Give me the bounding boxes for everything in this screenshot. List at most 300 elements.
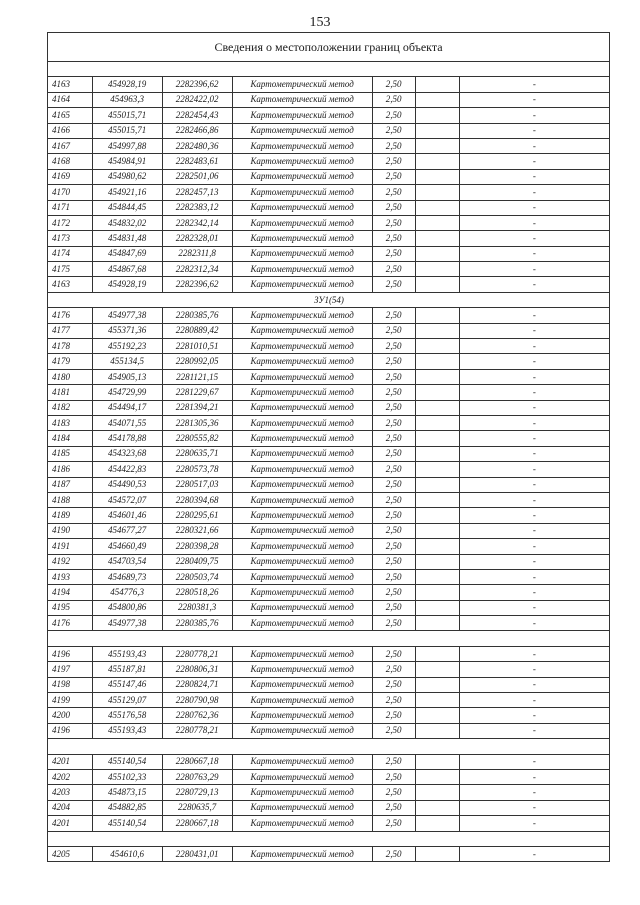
description-cell: -: [459, 200, 609, 215]
coordinate-x-cell: 455140,54: [92, 754, 162, 769]
accuracy-cell: 2,50: [372, 646, 415, 661]
point-number-cell: 4175: [48, 262, 92, 277]
point-number-cell: 4190: [48, 523, 92, 538]
coordinate-y-cell: 2280381,3: [162, 600, 232, 615]
coordinate-x-cell: 455371,36: [92, 323, 162, 338]
coordinate-x-cell: 455193,43: [92, 723, 162, 738]
coordinate-x-cell: 454601,46: [92, 508, 162, 523]
extra-cell: [415, 138, 459, 153]
coordinate-y-cell: 2280555,82: [162, 431, 232, 446]
coordinate-x-cell: 454776,3: [92, 585, 162, 600]
table-row: [48, 492, 609, 507]
method-cell: Картометрический метод: [232, 785, 372, 800]
point-number-cell: 4183: [48, 415, 92, 430]
point-number-cell: 4182: [48, 400, 92, 415]
method-cell: Картометрический метод: [232, 323, 372, 338]
point-number-cell: 4163: [48, 77, 92, 92]
coordinate-x-cell: 454977,38: [92, 616, 162, 631]
accuracy-cell: 2,50: [372, 662, 415, 677]
coordinate-x-cell: 454323,68: [92, 446, 162, 461]
method-cell: Картометрический метод: [232, 723, 372, 738]
accuracy-cell: 2,50: [372, 785, 415, 800]
coordinate-x-cell: 454905,13: [92, 369, 162, 384]
accuracy-cell: 2,50: [372, 123, 415, 138]
coordinate-y-cell: 2280667,18: [162, 754, 232, 769]
coordinate-y-cell: 2280518,26: [162, 585, 232, 600]
coordinate-y-cell: 2280806,31: [162, 662, 232, 677]
description-cell: -: [459, 523, 609, 538]
extra-cell: [415, 385, 459, 400]
coordinate-x-cell: 454928,19: [92, 77, 162, 92]
table-row: [48, 462, 609, 477]
coordinate-x-cell: 454847,69: [92, 246, 162, 261]
coordinate-y-cell: 2281394,21: [162, 400, 232, 415]
table-row: [48, 415, 609, 430]
coordinates-sheet: [47, 32, 610, 862]
coordinate-x-cell: 454963,3: [92, 92, 162, 107]
coordinate-x-cell: 454610,6: [92, 846, 162, 861]
coordinate-y-cell: 2280763,29: [162, 769, 232, 784]
method-cell: Картометрический метод: [232, 708, 372, 723]
extra-cell: [415, 400, 459, 415]
table-row: [48, 446, 609, 461]
coordinate-y-cell: 2280635,71: [162, 446, 232, 461]
coordinate-x-cell: 454422,83: [92, 462, 162, 477]
point-number-cell: 4203: [48, 785, 92, 800]
extra-cell: [415, 677, 459, 692]
table-row: [48, 693, 609, 708]
table-row: [48, 769, 609, 784]
point-number-cell: 4177: [48, 323, 92, 338]
coordinate-x-cell: 455102,33: [92, 769, 162, 784]
method-cell: Картометрический метод: [232, 616, 372, 631]
coordinate-x-cell: 454677,27: [92, 523, 162, 538]
extra-cell: [415, 477, 459, 492]
coordinate-y-cell: 2282328,01: [162, 231, 232, 246]
coordinate-x-cell: 454689,73: [92, 569, 162, 584]
point-number-cell: 4181: [48, 385, 92, 400]
accuracy-cell: 2,50: [372, 477, 415, 492]
point-number-cell: 4167: [48, 138, 92, 153]
coordinate-x-cell: 454882,85: [92, 800, 162, 815]
description-cell: -: [459, 415, 609, 430]
extra-cell: [415, 539, 459, 554]
method-cell: Картометрический метод: [232, 92, 372, 107]
section-header-row: [48, 292, 609, 307]
method-cell: Картометрический метод: [232, 539, 372, 554]
method-cell: Картометрический метод: [232, 415, 372, 430]
coordinate-x-cell: 454703,54: [92, 554, 162, 569]
point-number-cell: 4180: [48, 369, 92, 384]
description-cell: -: [459, 169, 609, 184]
accuracy-cell: 2,50: [372, 138, 415, 153]
accuracy-cell: 2,50: [372, 415, 415, 430]
extra-cell: [415, 600, 459, 615]
method-cell: Картометрический метод: [232, 677, 372, 692]
point-number-cell: 4188: [48, 492, 92, 507]
coordinate-y-cell: 2280824,71: [162, 677, 232, 692]
coordinate-x-cell: 455015,71: [92, 123, 162, 138]
point-number-cell: 4191: [48, 539, 92, 554]
point-number-cell: 4187: [48, 477, 92, 492]
page-number: 153: [309, 15, 331, 30]
coordinate-x-cell: 454984,91: [92, 154, 162, 169]
point-number-cell: 4199: [48, 693, 92, 708]
method-cell: Картометрический метод: [232, 508, 372, 523]
point-number-cell: 4176: [48, 616, 92, 631]
table-row: [48, 508, 609, 523]
coordinate-y-cell: 2280409,75: [162, 554, 232, 569]
table-row: [48, 477, 609, 492]
description-cell: -: [459, 708, 609, 723]
spacer-row: [48, 631, 609, 646]
accuracy-cell: 2,50: [372, 816, 415, 831]
accuracy-cell: 2,50: [372, 308, 415, 323]
extra-cell: [415, 723, 459, 738]
point-number-cell: 4169: [48, 169, 92, 184]
point-number-cell: 4170: [48, 185, 92, 200]
extra-cell: [415, 123, 459, 138]
table-row: [48, 846, 609, 861]
description-cell: -: [459, 339, 609, 354]
point-number-cell: 4196: [48, 723, 92, 738]
accuracy-cell: 2,50: [372, 800, 415, 815]
description-cell: -: [459, 77, 609, 92]
coordinate-x-cell: 454800,86: [92, 600, 162, 615]
coordinate-y-cell: 2280385,76: [162, 616, 232, 631]
method-cell: Картометрический метод: [232, 800, 372, 815]
table-row: [48, 215, 609, 230]
method-cell: Картометрический метод: [232, 462, 372, 477]
extra-cell: [415, 154, 459, 169]
coordinate-x-cell: 455129,07: [92, 693, 162, 708]
accuracy-cell: 2,50: [372, 523, 415, 538]
point-number-cell: 4164: [48, 92, 92, 107]
table-row: [48, 323, 609, 338]
table-row: [48, 431, 609, 446]
coordinate-x-cell: 454873,15: [92, 785, 162, 800]
extra-cell: [415, 492, 459, 507]
method-cell: Картометрический метод: [232, 154, 372, 169]
table-row: [48, 246, 609, 261]
description-cell: -: [459, 723, 609, 738]
coordinate-y-cell: 2280992,05: [162, 354, 232, 369]
coordinate-x-cell: 454490,53: [92, 477, 162, 492]
table-title: Сведения о местоположении границ объекта: [48, 33, 609, 62]
table-row: [48, 554, 609, 569]
description-cell: -: [459, 123, 609, 138]
description-cell: -: [459, 369, 609, 384]
method-cell: Картометрический метод: [232, 231, 372, 246]
coordinate-x-cell: 455176,58: [92, 708, 162, 723]
spacer-cell: [48, 831, 609, 846]
extra-cell: [415, 277, 459, 292]
method-cell: Картометрический метод: [232, 123, 372, 138]
coordinate-x-cell: 455140,54: [92, 816, 162, 831]
extra-cell: [415, 200, 459, 215]
method-cell: Картометрический метод: [232, 523, 372, 538]
spacer-row: [48, 62, 609, 77]
point-number-cell: 4192: [48, 554, 92, 569]
description-cell: -: [459, 431, 609, 446]
method-cell: Картометрический метод: [232, 554, 372, 569]
method-cell: Картометрический метод: [232, 769, 372, 784]
description-cell: -: [459, 585, 609, 600]
section-label: ЗУ1(54): [48, 292, 609, 307]
coordinate-y-cell: 2280729,13: [162, 785, 232, 800]
point-number-cell: 4201: [48, 754, 92, 769]
coordinate-x-cell: 454494,17: [92, 400, 162, 415]
spacer-row: [48, 831, 609, 846]
description-cell: -: [459, 569, 609, 584]
extra-cell: [415, 662, 459, 677]
description-cell: -: [459, 616, 609, 631]
coordinate-x-cell: 454921,16: [92, 185, 162, 200]
table-row: [48, 754, 609, 769]
extra-cell: [415, 569, 459, 584]
description-cell: -: [459, 446, 609, 461]
coordinate-y-cell: 2280667,18: [162, 816, 232, 831]
point-number-cell: 4205: [48, 846, 92, 861]
method-cell: Картометрический метод: [232, 108, 372, 123]
extra-cell: [415, 323, 459, 338]
description-cell: -: [459, 277, 609, 292]
coordinate-y-cell: 2282466,86: [162, 123, 232, 138]
description-cell: -: [459, 323, 609, 338]
accuracy-cell: 2,50: [372, 569, 415, 584]
description-cell: -: [459, 308, 609, 323]
extra-cell: [415, 108, 459, 123]
extra-cell: [415, 816, 459, 831]
accuracy-cell: 2,50: [372, 277, 415, 292]
table-row: [48, 77, 609, 92]
coordinate-y-cell: 2282396,62: [162, 277, 232, 292]
accuracy-cell: 2,50: [372, 246, 415, 261]
coordinate-y-cell: 2280635,7: [162, 800, 232, 815]
method-cell: Картометрический метод: [232, 369, 372, 384]
extra-cell: [415, 554, 459, 569]
extra-cell: [415, 785, 459, 800]
point-number-cell: 4197: [48, 662, 92, 677]
coordinate-y-cell: 2281305,36: [162, 415, 232, 430]
extra-cell: [415, 585, 459, 600]
coordinate-x-cell: 454997,88: [92, 138, 162, 153]
point-number-cell: 4201: [48, 816, 92, 831]
coordinate-x-cell: 454729,99: [92, 385, 162, 400]
accuracy-cell: 2,50: [372, 693, 415, 708]
coordinate-x-cell: 455193,43: [92, 646, 162, 661]
accuracy-cell: 2,50: [372, 323, 415, 338]
table-row: [48, 677, 609, 692]
table-row: [48, 816, 609, 831]
point-number-cell: 4202: [48, 769, 92, 784]
description-cell: -: [459, 477, 609, 492]
coordinate-x-cell: 454832,02: [92, 215, 162, 230]
point-number-cell: 4186: [48, 462, 92, 477]
coordinate-x-cell: 454867,68: [92, 262, 162, 277]
extra-cell: [415, 616, 459, 631]
table-row: [48, 600, 609, 615]
extra-cell: [415, 462, 459, 477]
description-cell: -: [459, 92, 609, 107]
extra-cell: [415, 369, 459, 384]
table-row: [48, 262, 609, 277]
method-cell: Картометрический метод: [232, 600, 372, 615]
method-cell: Картометрический метод: [232, 693, 372, 708]
table-row: [48, 277, 609, 292]
table-row: [48, 123, 609, 138]
point-number-cell: 4189: [48, 508, 92, 523]
extra-cell: [415, 185, 459, 200]
extra-cell: [415, 446, 459, 461]
description-cell: -: [459, 646, 609, 661]
accuracy-cell: 2,50: [372, 754, 415, 769]
spacer-row: [48, 739, 609, 754]
method-cell: Картометрический метод: [232, 477, 372, 492]
coordinate-y-cell: 2282454,43: [162, 108, 232, 123]
coordinates-table-body: [48, 62, 609, 862]
table-row: [48, 138, 609, 153]
description-cell: -: [459, 492, 609, 507]
spacer-cell: [48, 631, 609, 646]
description-cell: -: [459, 185, 609, 200]
description-cell: -: [459, 262, 609, 277]
coordinate-y-cell: 2280517,03: [162, 477, 232, 492]
table-row: [48, 169, 609, 184]
extra-cell: [415, 77, 459, 92]
method-cell: Картометрический метод: [232, 662, 372, 677]
description-cell: -: [459, 769, 609, 784]
coordinate-y-cell: 2280431,01: [162, 846, 232, 861]
coordinate-x-cell: 454660,49: [92, 539, 162, 554]
method-cell: Картометрический метод: [232, 246, 372, 261]
table-row: [48, 708, 609, 723]
method-cell: Картометрический метод: [232, 585, 372, 600]
method-cell: Картометрический метод: [232, 262, 372, 277]
coordinate-y-cell: 2280790,98: [162, 693, 232, 708]
table-row: [48, 523, 609, 538]
coordinates-table: [48, 62, 609, 862]
accuracy-cell: 2,50: [372, 385, 415, 400]
table-row: [48, 339, 609, 354]
coordinate-y-cell: 2280394,68: [162, 492, 232, 507]
extra-cell: [415, 215, 459, 230]
accuracy-cell: 2,50: [372, 769, 415, 784]
accuracy-cell: 2,50: [372, 169, 415, 184]
description-cell: -: [459, 354, 609, 369]
point-number-cell: 4204: [48, 800, 92, 815]
accuracy-cell: 2,50: [372, 677, 415, 692]
accuracy-cell: 2,50: [372, 339, 415, 354]
coordinate-y-cell: 2280778,21: [162, 646, 232, 661]
coordinate-x-cell: 454977,38: [92, 308, 162, 323]
extra-cell: [415, 646, 459, 661]
method-cell: Картометрический метод: [232, 200, 372, 215]
accuracy-cell: 2,50: [372, 354, 415, 369]
method-cell: Картометрический метод: [232, 77, 372, 92]
method-cell: Картометрический метод: [232, 215, 372, 230]
coordinate-y-cell: 2280385,76: [162, 308, 232, 323]
accuracy-cell: 2,50: [372, 77, 415, 92]
method-cell: Картометрический метод: [232, 846, 372, 861]
extra-cell: [415, 708, 459, 723]
point-number-cell: 4168: [48, 154, 92, 169]
description-cell: -: [459, 677, 609, 692]
spacer-cell: [48, 62, 609, 77]
accuracy-cell: 2,50: [372, 200, 415, 215]
accuracy-cell: 2,50: [372, 708, 415, 723]
table-row: [48, 385, 609, 400]
extra-cell: [415, 262, 459, 277]
method-cell: Картометрический метод: [232, 138, 372, 153]
description-cell: -: [459, 508, 609, 523]
extra-cell: [415, 693, 459, 708]
coordinate-x-cell: 455015,71: [92, 108, 162, 123]
extra-cell: [415, 769, 459, 784]
coordinate-y-cell: 2282480,36: [162, 138, 232, 153]
point-number-cell: 4166: [48, 123, 92, 138]
point-number-cell: 4184: [48, 431, 92, 446]
coordinate-y-cell: 2281121,15: [162, 369, 232, 384]
description-cell: -: [459, 816, 609, 831]
coordinate-y-cell: 2282311,8: [162, 246, 232, 261]
point-number-cell: 4174: [48, 246, 92, 261]
method-cell: Картометрический метод: [232, 277, 372, 292]
description-cell: -: [459, 154, 609, 169]
point-number-cell: 4163: [48, 277, 92, 292]
coordinate-x-cell: 455147,46: [92, 677, 162, 692]
description-cell: -: [459, 693, 609, 708]
accuracy-cell: 2,50: [372, 446, 415, 461]
description-cell: -: [459, 231, 609, 246]
accuracy-cell: 2,50: [372, 400, 415, 415]
description-cell: -: [459, 662, 609, 677]
accuracy-cell: 2,50: [372, 492, 415, 507]
coordinate-x-cell: 454178,88: [92, 431, 162, 446]
coordinate-x-cell: 454572,07: [92, 492, 162, 507]
table-row: [48, 539, 609, 554]
accuracy-cell: 2,50: [372, 108, 415, 123]
coordinate-y-cell: 2282342,14: [162, 215, 232, 230]
coordinate-x-cell: 454831,48: [92, 231, 162, 246]
point-number-cell: 4194: [48, 585, 92, 600]
point-number-cell: 4193: [48, 569, 92, 584]
accuracy-cell: 2,50: [372, 846, 415, 861]
coordinate-y-cell: 2281010,51: [162, 339, 232, 354]
coordinate-y-cell: 2280573,78: [162, 462, 232, 477]
coordinate-y-cell: 2280321,66: [162, 523, 232, 538]
extra-cell: [415, 308, 459, 323]
point-number-cell: 4196: [48, 646, 92, 661]
coordinate-y-cell: 2280762,36: [162, 708, 232, 723]
description-cell: -: [459, 385, 609, 400]
extra-cell: [415, 523, 459, 538]
extra-cell: [415, 431, 459, 446]
description-cell: -: [459, 785, 609, 800]
accuracy-cell: 2,50: [372, 185, 415, 200]
accuracy-cell: 2,50: [372, 554, 415, 569]
extra-cell: [415, 800, 459, 815]
coordinate-x-cell: 454980,62: [92, 169, 162, 184]
accuracy-cell: 2,50: [372, 585, 415, 600]
accuracy-cell: 2,50: [372, 369, 415, 384]
table-row: [48, 92, 609, 107]
point-number-cell: 4185: [48, 446, 92, 461]
method-cell: Картометрический метод: [232, 492, 372, 507]
table-row: [48, 646, 609, 661]
table-row: [48, 154, 609, 169]
coordinate-y-cell: 2280398,28: [162, 539, 232, 554]
